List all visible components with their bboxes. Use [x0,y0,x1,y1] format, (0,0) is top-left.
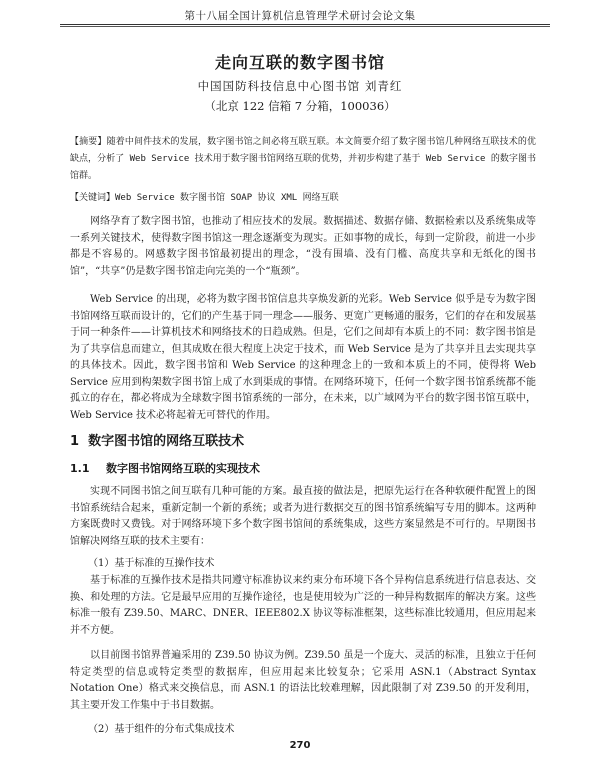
section-1-1-title: 数字图书馆网络互联的实现技术 [106,462,260,475]
keywords-label: 【关键词】 [70,193,116,203]
abstract-label: 【摘要】 [70,137,107,147]
section-1-number: 1 [70,434,80,449]
section-1-title: 数字图书馆的网络互联技术 [88,434,245,449]
standards-paragraph-2: 以目前图书馆界普遍采用的 Z39.50 协议为例。Z39.50 虽是一个庞大、灵活的标准，且独立于任何特定类型的信息或特定类型的数据库，但应用起来比较复杂；它采用 ASN.1（Abstract Syntax Notation One）格式来交换信息，而 ASN.1 的语法比较难理解，因此限制了对 Z39.50 的开发利用，其主要开发工作集中于书目数据。 [70,650,536,711]
abstract [70,134,536,185]
standards-paragraph-1: 基于标准的互操作技术是指共同遵守标准协议来约束分布环境下各个异构信息系统进行信息表达、交换、和处理的方法。它是最早应用的互操作途径，也是使用较为广泛的一种异构数据库的解决方案。这些标准一般有 Z39.50、MARC、DNER、IEEE802.X 协议等标准框架，这些标准比较通用，但应用起来并不方便。 [70,575,536,636]
intro-paragraph-1: 网络孕育了数字图书馆，也推动了相应技术的发展。数据描述、数据存储、数据检索以及系统集成等一系列关键技术，使得数字图书馆这一理念逐渐变为现实。正如事物的成长，每到一定阶段，前进一小步都是不容易的。网感数字图书馆最初提出的理念，“没有围墙、没有门槛、高度共享和无纸化的图书馆”，“共享”仍是数字图书馆走向完美的一个“瓶颈”。 [70,216,536,277]
intro-paragraph-2: Web Service 的出现，必将为数字图书馆信息共享焕发新的光彩。Web Service 似乎是专为数字图书馆网络互联而设计的，它们的产生基于同一理念——服务、更宽广更畅通的服务，它们的存在和发展基于同一种条件——计算机技术和网络技术的日趋成熟。但是，它们之间却有本质上的不同：数字图书馆是为了共享信息而建立，但其成败在很大程度上决定于技术，而 Web Service 是为了共享并且去实现共享的具体技术。因此，数字图书馆和 Web Service 的这种理念上的一致和本质上的不同，使得将 Web Service 应用到构架数字图书馆上成了水到渠成的事情。在网络环境下，任何一个数字图书馆系统都不能孤立的存在，都必将成为全球数字图书馆系统的一部分，在未来，以广域网为平台的数字图书馆互联中，Web Service 技术必将起着无可替代的作用。 [70,294,536,421]
section-1-1-number: 1.1 [70,462,90,475]
subheading-standards: （1）基于标准的互操作技术 [88,558,215,569]
header-rule [60,24,550,27]
section-1-heading [70,430,244,449]
running-header: 第十八届全国计算机信息管理学术研讨会论文集 [184,10,416,22]
page-number: 270 [289,740,311,751]
author-affiliation: 中国国防科技信息中心图书馆 刘青红 [197,79,403,93]
keywords-text: Web Service 数字图书馆 SOAP 协议 XML 网络互联 [115,193,339,203]
section-1-1-heading [70,460,260,476]
author-address: （北京 122 信箱 7 分箱，100036） [204,99,396,113]
section-1-1-paragraph: 实现不同图书馆之间互联有几种可能的方案。最直接的做法是，把原先运行在各种软硬件配置上的图书馆系统结合起来，重新定制一个新的系统；或者为进行数据交互的图书馆系统编写专用的脚本。这两种方案既费时又费钱。对于网络环境下多个数字图书馆间的系统集成，这些方案显然是不可行的。早期图书馆解决网络互联的技术主要有： [70,486,536,547]
subheading-components: （2）基于组件的分布式集成技术 [88,724,235,735]
keywords [70,190,536,203]
abstract-text: 随着中间件技术的发展，数字图书馆之间必将互联互联。本文简要介绍了数字图书馆几种网络互联技术的优缺点，分析了 Web Service 技术用于数字图书馆网络互联的优势，并初步构建了基于 Web Service 的数字图书馆群。 [70,137,536,181]
paper-title: 走向互联的数字图书馆 [214,53,385,72]
